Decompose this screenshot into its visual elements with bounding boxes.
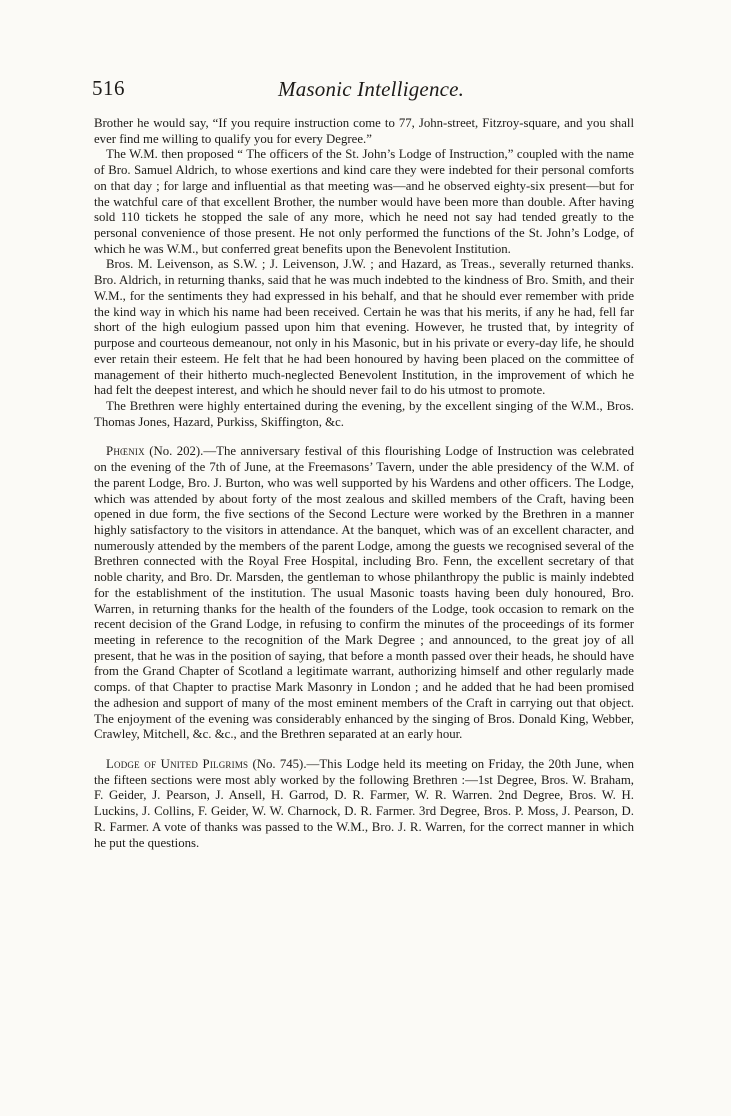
- paragraph-phoenix-lodge: [94, 444, 634, 743]
- paragraph-text: (No. 202).—The anniversary festival of this flourishing Lodge of Instruction was celebrated on the evening of the 7th of June, at the Freemasons’ Tavern, under the able presidency of the W.M. of the parent Lodge, Bro. J. Burton, who was well supported by his Wardens and other officers. The Lodge, which was attended by about forty of the most zealous and skilled members of the Craft, having been opened in due form, the five sections of the Second Lecture were worked by the Brethren in a manner highly satisfactory to the visitors in attendance. At the banquet, which was of an excellent character, and numerously attended by the members of the parent Lodge, among the guests we recognised several of the Brethren connected with the Royal Free Hospital, including Bro. Fenn, the excellent secretary of that noble charity, and Bro. Dr. Marsden, the gentleman to whose philanthropy the public is mainly indebted for the establishment of the institution. The usual Masonic toasts having been duly honoured, Bro. Warren, in returning thanks for the health of the founders of the Lodge, took occasion to remark on the recent decision of the Grand Lodge, in refusing to confirm the minutes of the proceedings of its former meeting in reference to the recognition of the Mark Degree ; and announced, to the great joy of all present, that he was in the position of saying, that before a month passed over their heads, he should have from the Grand Chapter of Scotland a legitimate warrant, authorizing himself and other regularly made comps. of that Chapter to practise Mark Masonry in London ; and he added that he had been promised the adhesion and support of many of the most eminent members of the Craft in carrying out that object. The enjoyment of the evening was considerably enhanced by the singing of Bros. Donald King, Webber, Crawley, Mitchell, &c. &c., and the Brethren separated at an early hour.: [94, 444, 634, 742]
- paragraph-text: Brother he would say, “If you require instruction come to 77, John-street, Fitzroy-square, and you shall ever find me willing to qualify you for every Degree.”: [94, 116, 634, 146]
- paragraph-continuation: [94, 116, 634, 147]
- paragraph-text: The Brethren were highly entertained during the evening, by the excellent singing of the W.M., Bros. Thomas Jones, Hazard, Purkiss, Skiffington, &c.: [94, 398, 634, 429]
- page-header: [92, 76, 632, 106]
- paragraph-entertainment: [94, 399, 634, 430]
- paragraph-officers-reply: [94, 257, 634, 398]
- paragraph-toast-officers: [94, 147, 634, 257]
- page-number: 516: [92, 76, 125, 100]
- paragraph-text: The W.M. then proposed “ The officers of the St. John’s Lodge of Instruction,” coupled with the name of Bro. Samuel Aldrich, to whose exertions and kind care they were indebted for their personal comforts on that day ; for large and influential as that meeting was—and he observed eighty-six present—but for the watchful care of that excellent Brother, the number would have been more than double. After having sold 110 tickets he stopped the sale of any more, which he need not say had tended greatly to the personal convenience of those present. He not only performed the functions of the St. John’s Lodge, of which he was W.M., but conferred great benefits upon the Benevolent Institution.: [94, 147, 634, 256]
- running-title: Masonic Intelligence.: [278, 77, 465, 101]
- lodge-name: Lodge of United Pilgrims: [106, 757, 249, 772]
- paragraph-text: (No. 745).—This Lodge held its meeting on Friday, the 20th June, when the fifteen sections were most ably worked by the following Brethren :—1st Degree, Bros. W. Braham, F. Geider, J. Pearson, J. Ansell, H. Garrod, D. R. Farmer, W. R. Warren. 2nd Degree, Bros. W. H. Luckins, J. Collins, F. Geider, W. W. Charnock, D. R. Farmer. 3rd Degree, Bros. P. Moss, J. Pearson, D. R. Farmer. A vote of thanks was passed to the W.M., Bro. J. R. Warren, for the correct manner in which he put the questions.: [94, 757, 634, 850]
- paragraph-united-pilgrims-lodge: [94, 757, 634, 851]
- article-body: [94, 116, 634, 851]
- lodge-name: Phœnix: [106, 444, 145, 459]
- paragraph-text: Bros. M. Leivenson, as S.W. ; J. Leivenson, J.W. ; and Hazard, as Treas., severally returned thanks. Bro. Aldrich, in returning thanks, said that he was much indebted to the kindness of Bro. Smith, and their W.M., for the sentiments they had expressed in his behalf, and that he should ever remember with pride the kind way in which his name had been received. Certain he was that his merits, if any he had, fell far short of the high eulogium passed upon him that evening. However, he trusted that, by integrity of purpose and courteous demeanour, not only in his Masonic, but in his private or every-day life, he should ever retain their esteem. He felt that he had been honoured by having been placed on the committee of management of their hitherto much-neglected Benevolent Institution, in the improvement of which he had felt the deepest interest, and which he should never fail to do his utmost to promote.: [94, 257, 634, 398]
